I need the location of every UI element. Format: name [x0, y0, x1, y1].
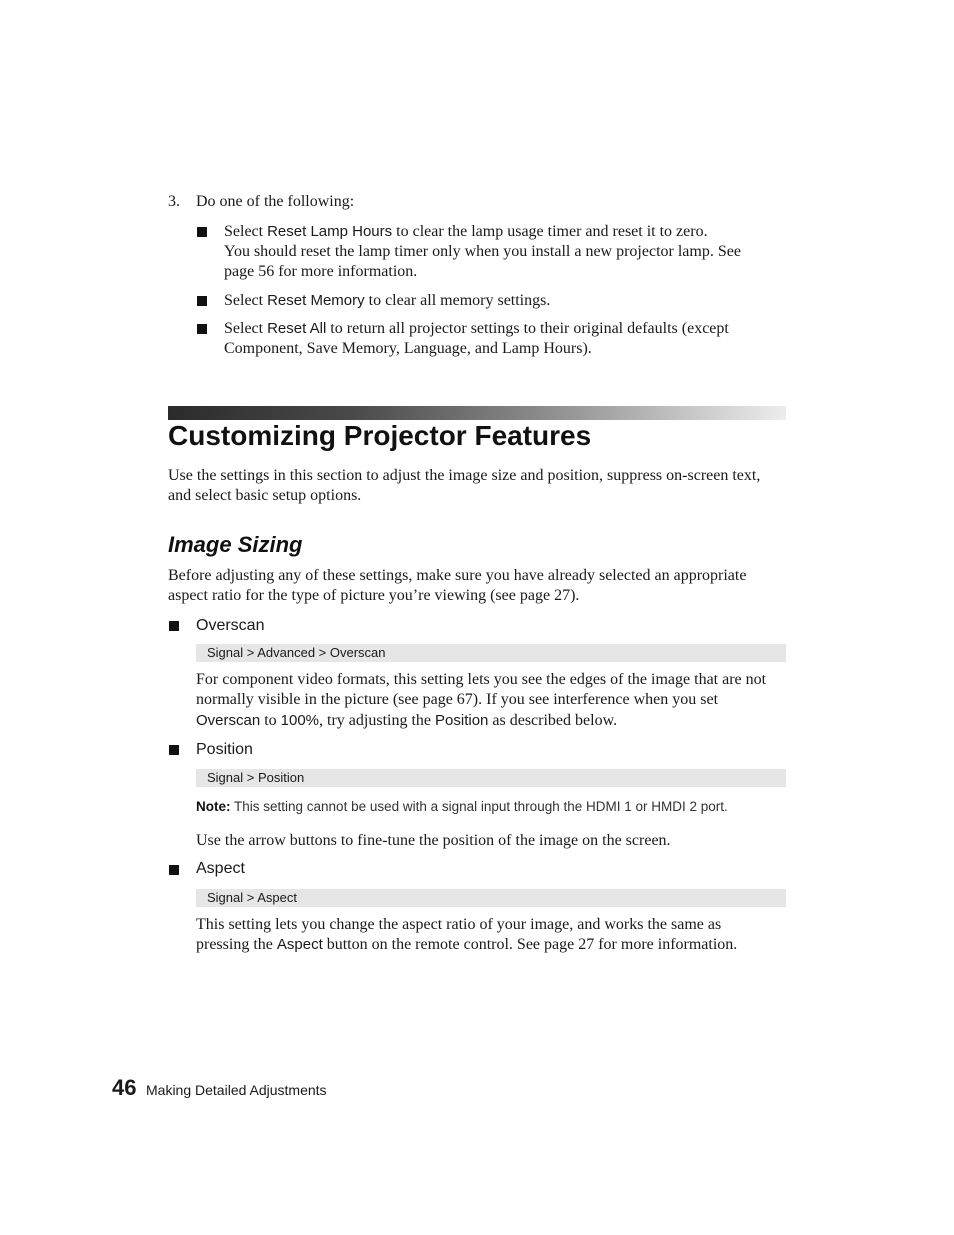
section-title: Customizing Projector Features: [168, 420, 592, 451]
bullet-icon: [169, 621, 179, 631]
ui-term: Position: [435, 712, 489, 729]
option-reset-all: Select Reset All to return all projector settings to their original defaults (except: [224, 320, 729, 337]
item-aspect-label: Aspect: [196, 860, 245, 877]
option-reset-memory: Select Reset Memory to clear all memory settings.: [224, 292, 551, 309]
ui-term: 100%: [280, 712, 320, 729]
position-note: Note: This setting cannot be used with a signal input through the HDMI 1 or HMDI 2 port.: [196, 799, 728, 814]
subsection-intro: aspect ratio for the type of picture you’re viewing (see page 27).: [168, 587, 580, 604]
subsection-intro: Before adjusting any of these settings, make sure you have already selected an appropriate: [168, 567, 747, 584]
bullet-icon: [197, 227, 207, 237]
overscan-body: Overscan to 100%, try adjusting the Position as described below.: [196, 712, 618, 729]
bullet-icon: [169, 745, 179, 755]
bullet-icon: [197, 296, 207, 306]
item-position-label: Position: [196, 741, 253, 758]
subsection-title: Image Sizing: [168, 532, 303, 557]
aspect-body: pressing the Aspect button on the remote control. See page 27 for more information.: [196, 936, 738, 953]
page-number: 46: [112, 1075, 137, 1100]
ui-term: Overscan: [196, 712, 261, 729]
step-number: 3.: [168, 193, 180, 210]
ui-term: Reset All: [267, 320, 327, 337]
bullet-icon: [169, 865, 179, 875]
ui-term: Aspect: [276, 936, 323, 953]
overscan-body: normally visible in the picture (see page 67). If you see interference when you set: [196, 691, 719, 708]
item-overscan-label: Overscan: [196, 617, 265, 634]
step-text: Do one of the following:: [196, 193, 355, 210]
overscan-body: For component video formats, this setting lets you see the edges of the image that are not: [196, 671, 767, 688]
chapter-title: Making Detailed Adjustments: [146, 1082, 327, 1098]
option-text-line: page 56 for more information.: [224, 263, 418, 280]
menu-path-aspect: Signal > Aspect: [196, 889, 786, 907]
option-text-line: Component, Save Memory, Language, and Lamp Hours).: [224, 340, 592, 357]
section-intro: Use the settings in this section to adjust the image size and position, suppress on-screen text,: [168, 467, 761, 484]
position-body: Use the arrow buttons to fine-tune the position of the image on the screen.: [196, 832, 671, 849]
option-reset-lamp-hours: Select Reset Lamp Hours to clear the lamp usage timer and reset it to zero.: [224, 223, 708, 240]
ui-term: Reset Lamp Hours: [267, 223, 393, 240]
section-intro: and select basic setup options.: [168, 487, 362, 504]
option-text-line: You should reset the lamp timer only when you install a new projector lamp. See: [224, 243, 741, 260]
menu-path-overscan: Signal > Advanced > Overscan: [196, 644, 786, 662]
menu-path-position: Signal > Position: [196, 769, 786, 787]
bullet-icon: [197, 324, 207, 334]
aspect-body: This setting lets you change the aspect ratio of your image, and works the same as: [196, 916, 722, 933]
ui-term: Reset Memory: [267, 292, 365, 309]
